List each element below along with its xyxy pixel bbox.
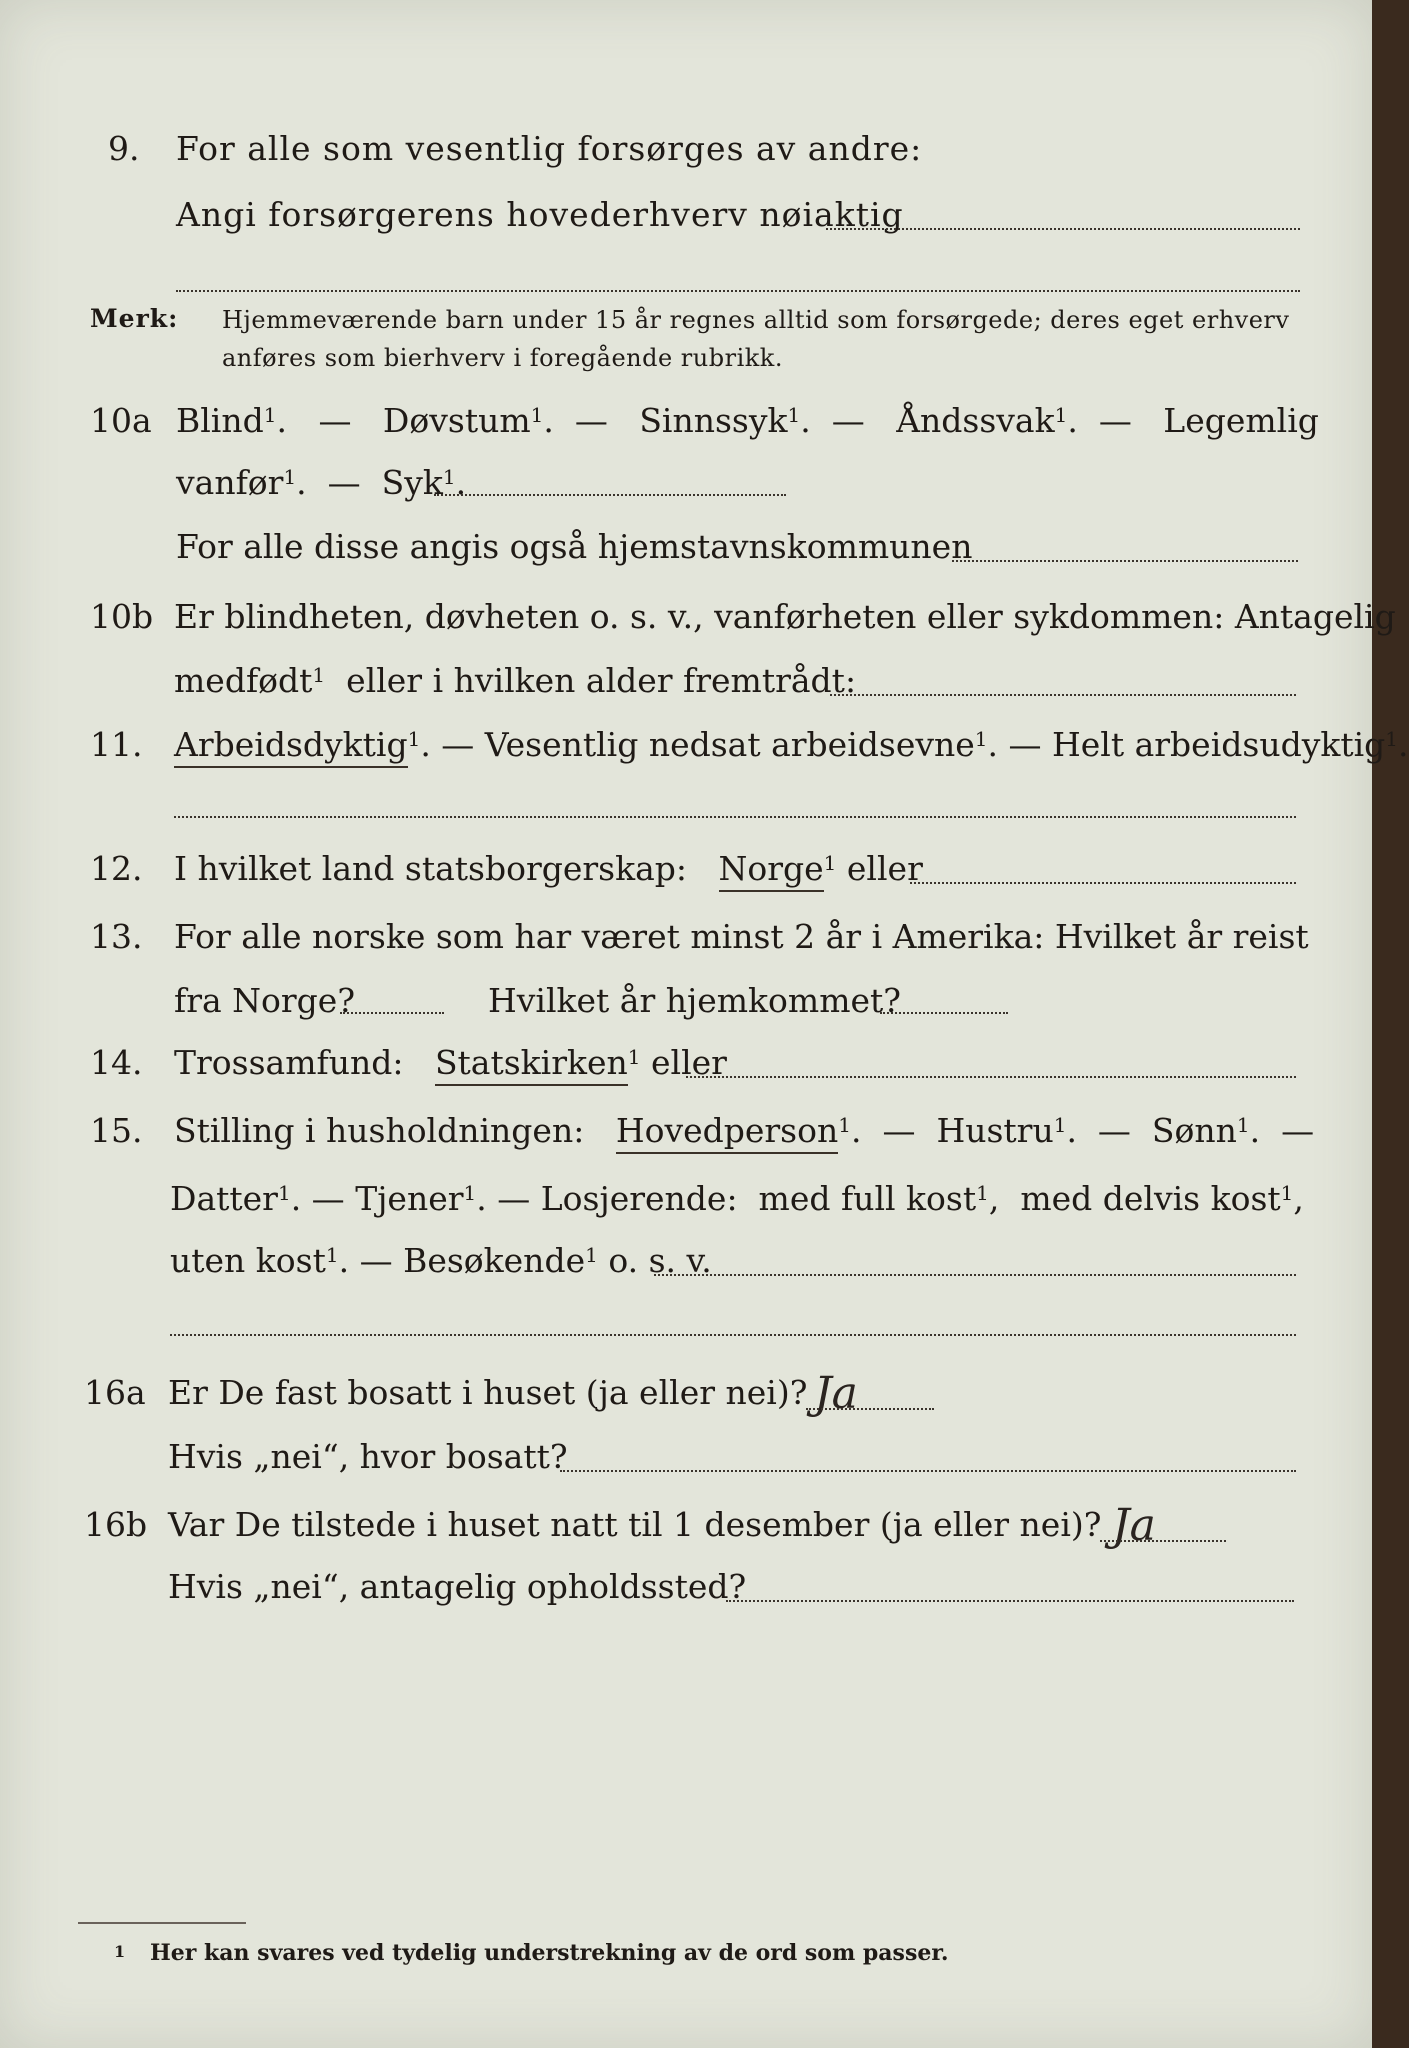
q15-hustru[interactable]: Hustru [936,1111,1054,1150]
q10b-medfodt: medfødt [174,661,313,700]
q9-line2: Angi forsørgerens hovederhverv nøiaktig [176,195,904,234]
q12-text: I hvilket land statsborgerskap: [174,849,688,888]
q10a-answer-line[interactable] [434,494,786,496]
q15-hovedperson[interactable]: Hovedperson [616,1111,838,1154]
q10b-rest: eller i hvilken alder fremtrådt: [346,661,857,700]
q12-number: 12. [90,849,143,888]
q14-eller: eller [651,1043,727,1082]
q16b-opholdssted-line[interactable] [726,1600,1294,1602]
q13-reist-line[interactable] [340,1012,444,1014]
q16a-line2: Hvis „nei“, hvor bosatt? [168,1437,568,1476]
footnote-divider [78,1922,246,1924]
q13-line2b: Hvilket år hjemkommet? [488,981,901,1020]
q15-tjener[interactable]: Tjener [355,1179,464,1218]
q13-line1: For alle norske som har været minst 2 år i Amerika: Hvilket år reist [174,917,1309,956]
q10a-line2: vanfør$^1$. — Syk$^1$. [176,463,467,502]
q16b-answer-line[interactable] [1100,1540,1226,1542]
q15-number: 15. [90,1111,143,1150]
q9-answer-line-2[interactable] [176,290,1300,292]
q16b-number: 16b [84,1505,148,1544]
merk-line2: anføres som bierhverv i foregående rubrikk. [222,344,783,372]
q15-line3: uten kost$^1$. — Besøkende$^1$ o. s. v. [170,1241,712,1280]
q10a-vanfor: vanfør [176,463,284,502]
q10a-blind: Blind [176,401,264,440]
q10a-line1: Blind$^1$. — Døvstum$^1$. — Sinnssyk$^1$. — Åndssvak$^1$. — Legemlig [176,401,1319,440]
q10b-line1: Er blindheten, døvheten o. s. v., vanførheten eller sykdommen: Antagelig [174,597,1396,636]
q15-uten[interactable]: uten kost [170,1241,326,1280]
q14-text: Trossamfund: [174,1043,404,1082]
q10a-legemlig: Legemlig [1163,401,1319,440]
q11-arbeidsdyktig[interactable]: Arbeidsdyktig [174,725,408,768]
q16a-line1: Er De fast bosatt i huset (ja eller nei)? [168,1373,808,1412]
q14-statskirken[interactable]: Statskirken [435,1043,628,1086]
q10a-hjemstavn-line[interactable] [952,560,1298,562]
q11-line: Arbeidsdyktig$^1$. — Vesentlig nedsat arbeidsevne$^1$. — Helt arbeidsudyktig$^1$. [174,728,1409,761]
q10b-answer-line[interactable] [830,694,1296,696]
q11-helt[interactable]: Helt arbeidsudyktig [1052,725,1386,764]
q10a-dovstum: Døvstum [382,401,531,440]
q13-hjemkommet-line[interactable] [880,1012,1008,1014]
q10a-andssvak: Åndssvak [896,401,1055,440]
q15-datter[interactable]: Datter [170,1179,278,1218]
q15-besokende[interactable]: Besøkende [403,1241,586,1280]
footnote-mark: 1 [114,1942,126,1961]
q15-line2: Datter$^1$. — Tjener$^1$. — Losjerende: med full kost$^1$, med delvis kost$^1$, [170,1179,1304,1218]
q9-answer-line[interactable] [826,228,1300,230]
q12-eller: eller [846,849,923,888]
q10a-syk: Syk [381,463,443,502]
q10b-line2: medfødt$^1$ eller i hvilken alder fremtrådt: [174,661,857,700]
q14-answer-line[interactable] [686,1076,1296,1078]
q16a-number: 16a [84,1373,146,1412]
q16b-handwritten-answer: Ja [1112,1500,1156,1551]
q16a-handwritten-answer: Ja [814,1368,858,1419]
merk-label: Merk: [90,304,179,333]
q14-line: Trossamfund: Statskirken$^1$ eller [174,1046,727,1079]
q15-med-delvis[interactable]: med delvis kost [1020,1179,1281,1218]
q15-osv: o. s. v. [608,1241,712,1280]
q10b-number: 10b [90,597,154,636]
q16a-bosatt-line[interactable] [560,1470,1296,1472]
q12-answer-line[interactable] [910,882,1296,884]
q15-losjerende: Losjerende: [540,1179,738,1218]
q11-vesentlig[interactable]: Vesentlig nedsat arbeidsevne [484,725,975,764]
q15-sonn[interactable]: Sønn [1151,1111,1237,1150]
q11-answer-line[interactable] [174,816,1296,818]
q10a-number: 10a [90,401,152,440]
q10a-line3: For alle disse angis også hjemstavnskommunen [176,527,973,566]
q15-answer-line[interactable] [654,1274,1296,1276]
q13-number: 13. [90,917,143,956]
q12-norge[interactable]: Norge [719,849,824,892]
q9-line1: For alle som vesentlig forsørges av andre: [176,129,923,168]
q15-med-full[interactable]: med full kost [758,1179,977,1218]
q16b-line2: Hvis „nei“, antagelig opholdssted? [168,1567,747,1606]
merk-line1: Hjemmeværende barn under 15 år regnes alltid som forsørgede; deres eget erhverv [222,306,1290,334]
q15-line1: Stilling i husholdningen: Hovedperson$^1$. — Hustru$^1$. — Sønn$^1$. — [174,1114,1314,1147]
q14-number: 14. [90,1043,143,1082]
footnote-text: Her kan svares ved tydelig understrekning av de ord som passer. [150,1940,949,1966]
q16a-answer-line[interactable] [806,1408,934,1410]
q15-answer-line-2[interactable] [170,1334,1296,1336]
q10a-sinnssyk: Sinnssyk [639,401,788,440]
q16b-line1: Var De tilstede i huset natt til 1 desember (ja eller nei)? [168,1505,1102,1544]
q11-number: 11. [90,725,143,764]
q13-line2a: fra Norge? [174,981,356,1020]
q15-text: Stilling i husholdningen: [174,1111,585,1150]
q9-number: 9. [108,129,140,168]
q12-line: I hvilket land statsborgerskap: Norge$^1$ eller [174,852,923,885]
